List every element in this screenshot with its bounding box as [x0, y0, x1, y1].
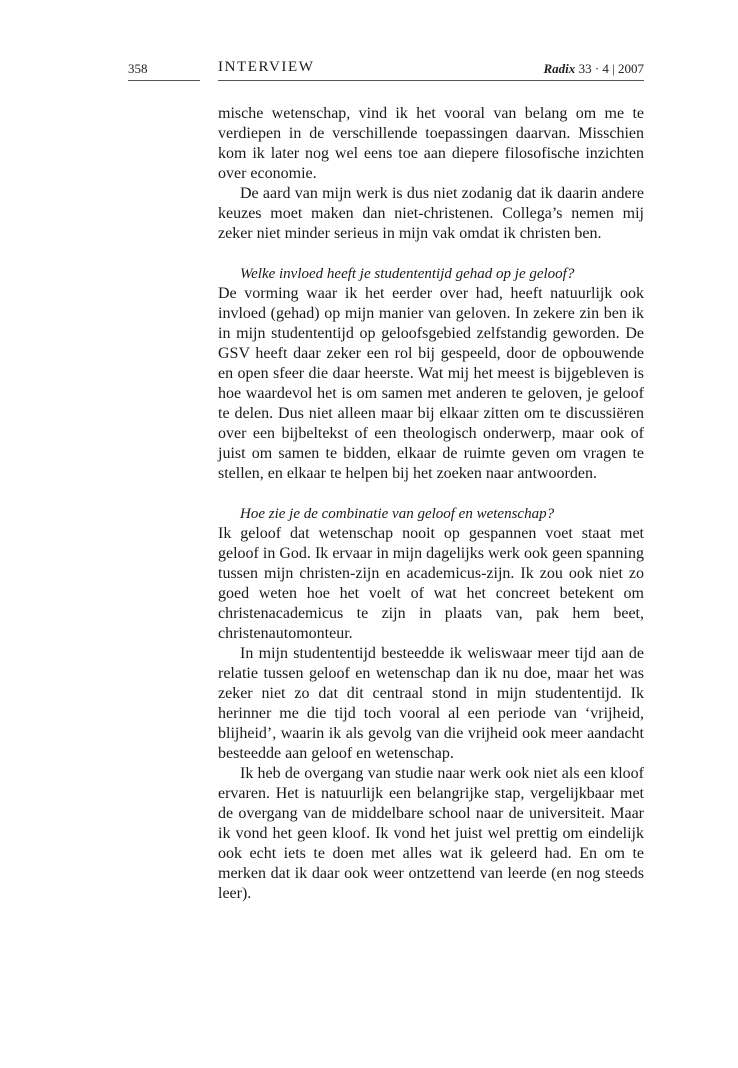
header-rule-right — [218, 80, 644, 81]
section-title: INTERVIEW — [218, 59, 315, 75]
header-rule-left — [128, 80, 200, 81]
interview-question: Hoe zie je de combinatie van geloof en wetenschap? — [240, 506, 555, 522]
journal-name: Radix — [543, 61, 576, 76]
journal-issue: 33 · 4 | 2007 — [578, 61, 644, 76]
paragraph: Ik heb de overgang van studie naar werk ook niet als een kloof ervaren. Het is natuurlijk een belangrijke stap, vergelijkbaar met de overgang van de middelbare school naar de universiteit. Maar ik vond het geen kloof. Ik vond het juist wel prettig om eindelijk ook echt iets te doen met alles wat ik geleerd had. En om te merken dat ik daar ook weer ontzettend van leerde (en nog steeds leer). — [218, 765, 644, 902]
paragraph: De vorming waar ik het eerder over had, heeft natuurlijk ook invloed (gehad) op mijn manier van geloven. In zekere zin ben ik in mijn studententijd op geloofsgebied zelfstandig geworden. De GSV heeft daar zeker een rol bij gespeeld, door de opbouwende en open sfeer die daar heerste. Wat mij het meest is bijgebleven is hoe waardevol het is om samen met anderen te geloven, je geloof te delen. Dus niet alleen maar bij elkaar zitten om te discussiëren over een bijbeltekst of een theologisch onderwerp, maar ook of juist om samen te bidden, elkaar de ruimte geven om vragen te stellen, en elkaar te helpen bij het zoeken naar antwoorden. — [218, 285, 644, 482]
interview-question: Welke invloed heeft je studententijd gehad op je geloof? — [240, 266, 575, 282]
article-body — [218, 104, 644, 904]
paragraph: De aard van mijn werk is dus niet zodanig dat ik daarin andere keuzes moet maken dan niet-christenen. Collega’s nemen mij zeker niet minder serieus in mijn vak omdat ik christen ben. — [218, 185, 644, 242]
journal-info — [544, 61, 644, 77]
page-number: 358 — [128, 61, 148, 76]
paragraph: mische wetenschap, vind ik het vooral van belang om me te verdiepen in de verschillende toepassingen daarvan. Misschien kom ik later nog wel eens toe aan diepere filosofische inzichten over economie. — [218, 105, 644, 182]
paragraph: In mijn studententijd besteedde ik weliswaar meer tijd aan de relatie tussen geloof en wetenschap dan ik nu doe, maar het was zeker niet zo dat dit centraal stond in mijn studententijd. Ik herinner me die tijd toch vooral al een periode van ‘vrijheid, blijheid’, waarin ik als gevolg van die vrijheid ook meer aandacht besteedde aan geloof en wetenschap. — [218, 645, 644, 762]
paragraph: Ik geloof dat wetenschap nooit op gespannen voet staat met geloof in God. Ik ervaar in mijn dagelijks werk ook geen spanning tussen mijn christen-zijn en academicus-zijn. Ik zou ook niet zo goed weten hoe het voelt of wat het concreet betekent om christenacademicus te zijn in plaats van, pak hem beet, christenautomonteur. — [218, 525, 644, 642]
